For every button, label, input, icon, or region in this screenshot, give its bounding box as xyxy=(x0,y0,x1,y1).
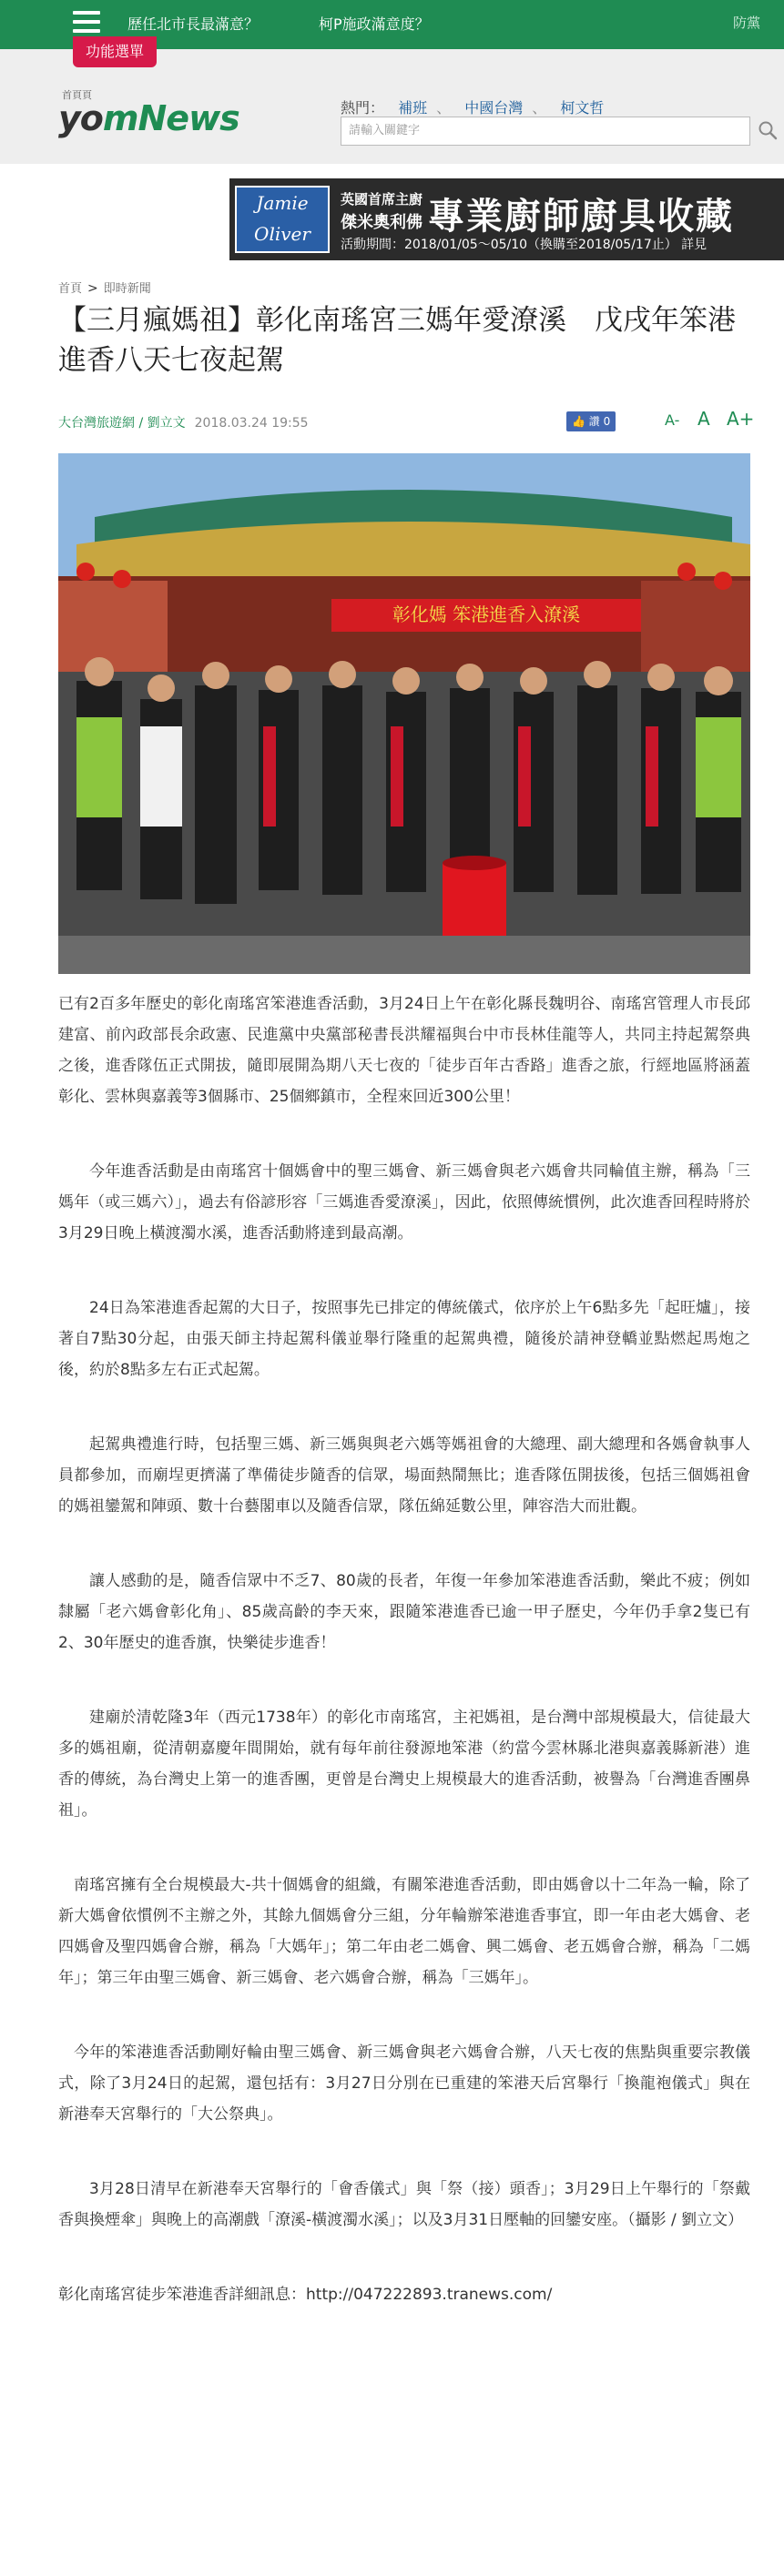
article-paragraph: 起駕典禮進行時，包括聖三媽、新三媽與與老六媽等媽祖會的大總理、副大總理和各媽會執事人員都參加，而廟埕更擠滿了準備徒步隨香的信眾，場面熱鬧無比；進香隊伍開拔後，包括三個媽祖會的媽祖鑾駕和陣頭、數十台藝閣車以及隨香信眾，隊伍綿延數公里，陣容浩大而壯觀。 xyxy=(58,1435,750,1516)
photo-banner-text: 彰化媽 笨港進香入潦溪 xyxy=(392,603,581,625)
jamie-oliver-logo: Jamie Oliver xyxy=(235,186,330,253)
banner-period: 活動期間：2018/01/05～05/10（換購至2018/05/17止） 詳見 xyxy=(341,238,708,252)
hot-label: 熱門： xyxy=(341,99,385,117)
article-paragraph: 南瑤宮擁有全台規模最大-共十個媽會的組織，有關笨港進香活動，即由媽會以十二年為一輪，除了新大媽會依慣例不主辦之外，其餘九個媽會分三組，分年輪辦笨港進香事宜，即一年由老大媽會、老四媽會及聖四媽會合辦，稱為「大媽年」；第二年由老二媽會、興二媽會、老五媽會合辦，稱為「二媽年」；第三年由聖三媽會、新三媽會、老六媽會合辦，稱為「三媽年」。 xyxy=(58,1876,750,1987)
breadcrumb-home[interactable]: 首頁 xyxy=(58,282,83,296)
breadcrumb xyxy=(58,279,151,296)
article-paragraph: 24日為笨港進香起駕的大日子，按照事先已排定的傳統儀式，依序於上午6點多先「起旺爐」，接著自7點30分起，由張天師主持起駕科儀並舉行隆重的起駕典禮，隨後於請神登轎並點燃起馬炮之後，約於8點多左右正式起駕。 xyxy=(58,1299,750,1379)
ad-banner[interactable] xyxy=(229,178,784,260)
article-paragraph: 建廟於清乾隆3年（西元1738年）的彰化市南瑤宮，主祀媽祖，是台灣中部規模最大，信徒最大多的媽祖廟，從清朝嘉慶年間開始，就有每年前往發源地笨港（約當今雲林縣北港與嘉義縣新港）進香的傳統，為台灣史上第一的進香團，更曾是台灣史上規模最大的進香活動，被譽為「台灣進香團鼻祖」。 xyxy=(58,1709,750,1820)
function-menu-tab[interactable]: 功能選單 xyxy=(73,36,157,67)
top-link-survey-mayor[interactable]: 歷任北市長最滿意？ xyxy=(127,15,260,33)
banner-line1: 英國首席主廚 xyxy=(341,191,423,208)
article-body xyxy=(58,989,750,2310)
article-photo xyxy=(58,453,750,974)
font-size-increase-button[interactable]: A+ xyxy=(727,408,755,430)
article-date: 2018.03.24 19:55 xyxy=(194,416,309,431)
top-link-3[interactable]: 防黨 xyxy=(733,15,761,31)
banner-line2: 傑米奧利佛 xyxy=(341,213,423,232)
article-meta xyxy=(58,413,309,431)
font-size-normal-button[interactable]: A xyxy=(697,408,710,430)
banner-headline: 專業廚師廚具收藏 xyxy=(428,196,734,238)
yomnews-logo[interactable]: 首頁頁 yomNews xyxy=(58,89,239,138)
thumbs-up-icon: 👍 xyxy=(572,415,585,428)
top-link-survey-ko[interactable]: 柯P施政滿意度？ xyxy=(319,15,430,33)
temple-ceremony-illustration xyxy=(58,453,750,974)
article-paragraph: 讓人感動的是，隨香信眾中不乏7、80歲的長者，年復一年參加笨港進香活動，樂此不疲；例如隸屬「老六媽會彰化角」、85歲高齡的李天來，跟隨笨港進香已逾一甲子歷史，今年仍手拿2隻已有2、30年歷史的進香旗，快樂徒步進香！ xyxy=(58,1572,750,1652)
article-paragraph: 今年的笨港進香活動剛好輪由聖三媽會、新三媽會與老六媽會合辦，八天七夜的焦點與重要宗教儀式，除了3月24日的起駕，還包括有：3月27日分別在已重建的笨港天后宮舉行「換龍袍儀式」與在新港奉天宮舉行的「大公祭典」。 xyxy=(58,2044,750,2124)
article-title: 【三月瘋媽祖】彰化南瑤宮三媽年愛潦溪 戊戌年笨港進香八天七夜起駕 xyxy=(58,304,736,377)
article-paragraph: 今年進香活動是由南瑤宮十個媽會中的聖三媽會、新三媽會與老六媽會共同輪值主辦，稱為「三媽年（或三媽六）」，過去有俗諺形容「三媽進香愛潦溪」，因此，依照傳統慣例，此次進香回程時將於3月29日晚上橫渡濁水溪，進香活動將達到最高潮。 xyxy=(58,1162,750,1242)
hot-link-3[interactable]: 柯文哲 xyxy=(560,99,605,117)
chevron-right-icon: > xyxy=(87,281,98,296)
menu-icon[interactable] xyxy=(73,11,100,33)
search-icon[interactable] xyxy=(758,120,778,140)
hot-link-2[interactable]: 中國台灣 xyxy=(464,99,524,117)
search-input[interactable]: 請輸入關鍵字 xyxy=(341,117,750,146)
article-link-paragraph[interactable]: 彰化南瑤宮徒步笨港進香詳細訊息：http://047222893.tranews.com/ xyxy=(58,2286,553,2304)
hot-topics: 熱門： 補班 、 中國台灣 、 柯文哲 xyxy=(341,99,605,117)
hot-link-1[interactable]: 補班 xyxy=(398,99,428,117)
breadcrumb-section[interactable]: 即時新聞 xyxy=(103,282,151,296)
facebook-like-button[interactable]: 👍 讚 0 xyxy=(566,411,616,431)
article-paragraph: 已有2百多年歷史的彰化南瑤宮笨港進香活動，3月24日上午在彰化縣長魏明谷、南瑤宮管理人市長邱建富、前內政部長余政憲、民進黨中央黨部秘書長洪耀福與台中市長林佳龍等人，共同主持起駕祭典之後，進香隊伍正式開拔，隨即展開為期八天七夜的「徒步百年古香路」進香之旅，行經地區將涵蓋彰化、雲林與嘉義等3個縣市、25個鄉鎮市，全程來回近300公里！ xyxy=(58,995,750,1106)
article-source[interactable]: 大台灣旅遊網 / 劉立文 xyxy=(58,416,186,431)
font-size-decrease-button[interactable]: A- xyxy=(665,411,680,429)
article-paragraph: 3月28日清早在新港奉天宮舉行的「會香儀式」與「祭（接）頭香」；3月29日上午舉行的「祭戴香與換煙傘」與晚上的高潮戲「潦溪-橫渡濁水溪」；以及3月31日壓軸的回鑾安座。（攝影 / 劉立文） xyxy=(58,2180,750,2229)
